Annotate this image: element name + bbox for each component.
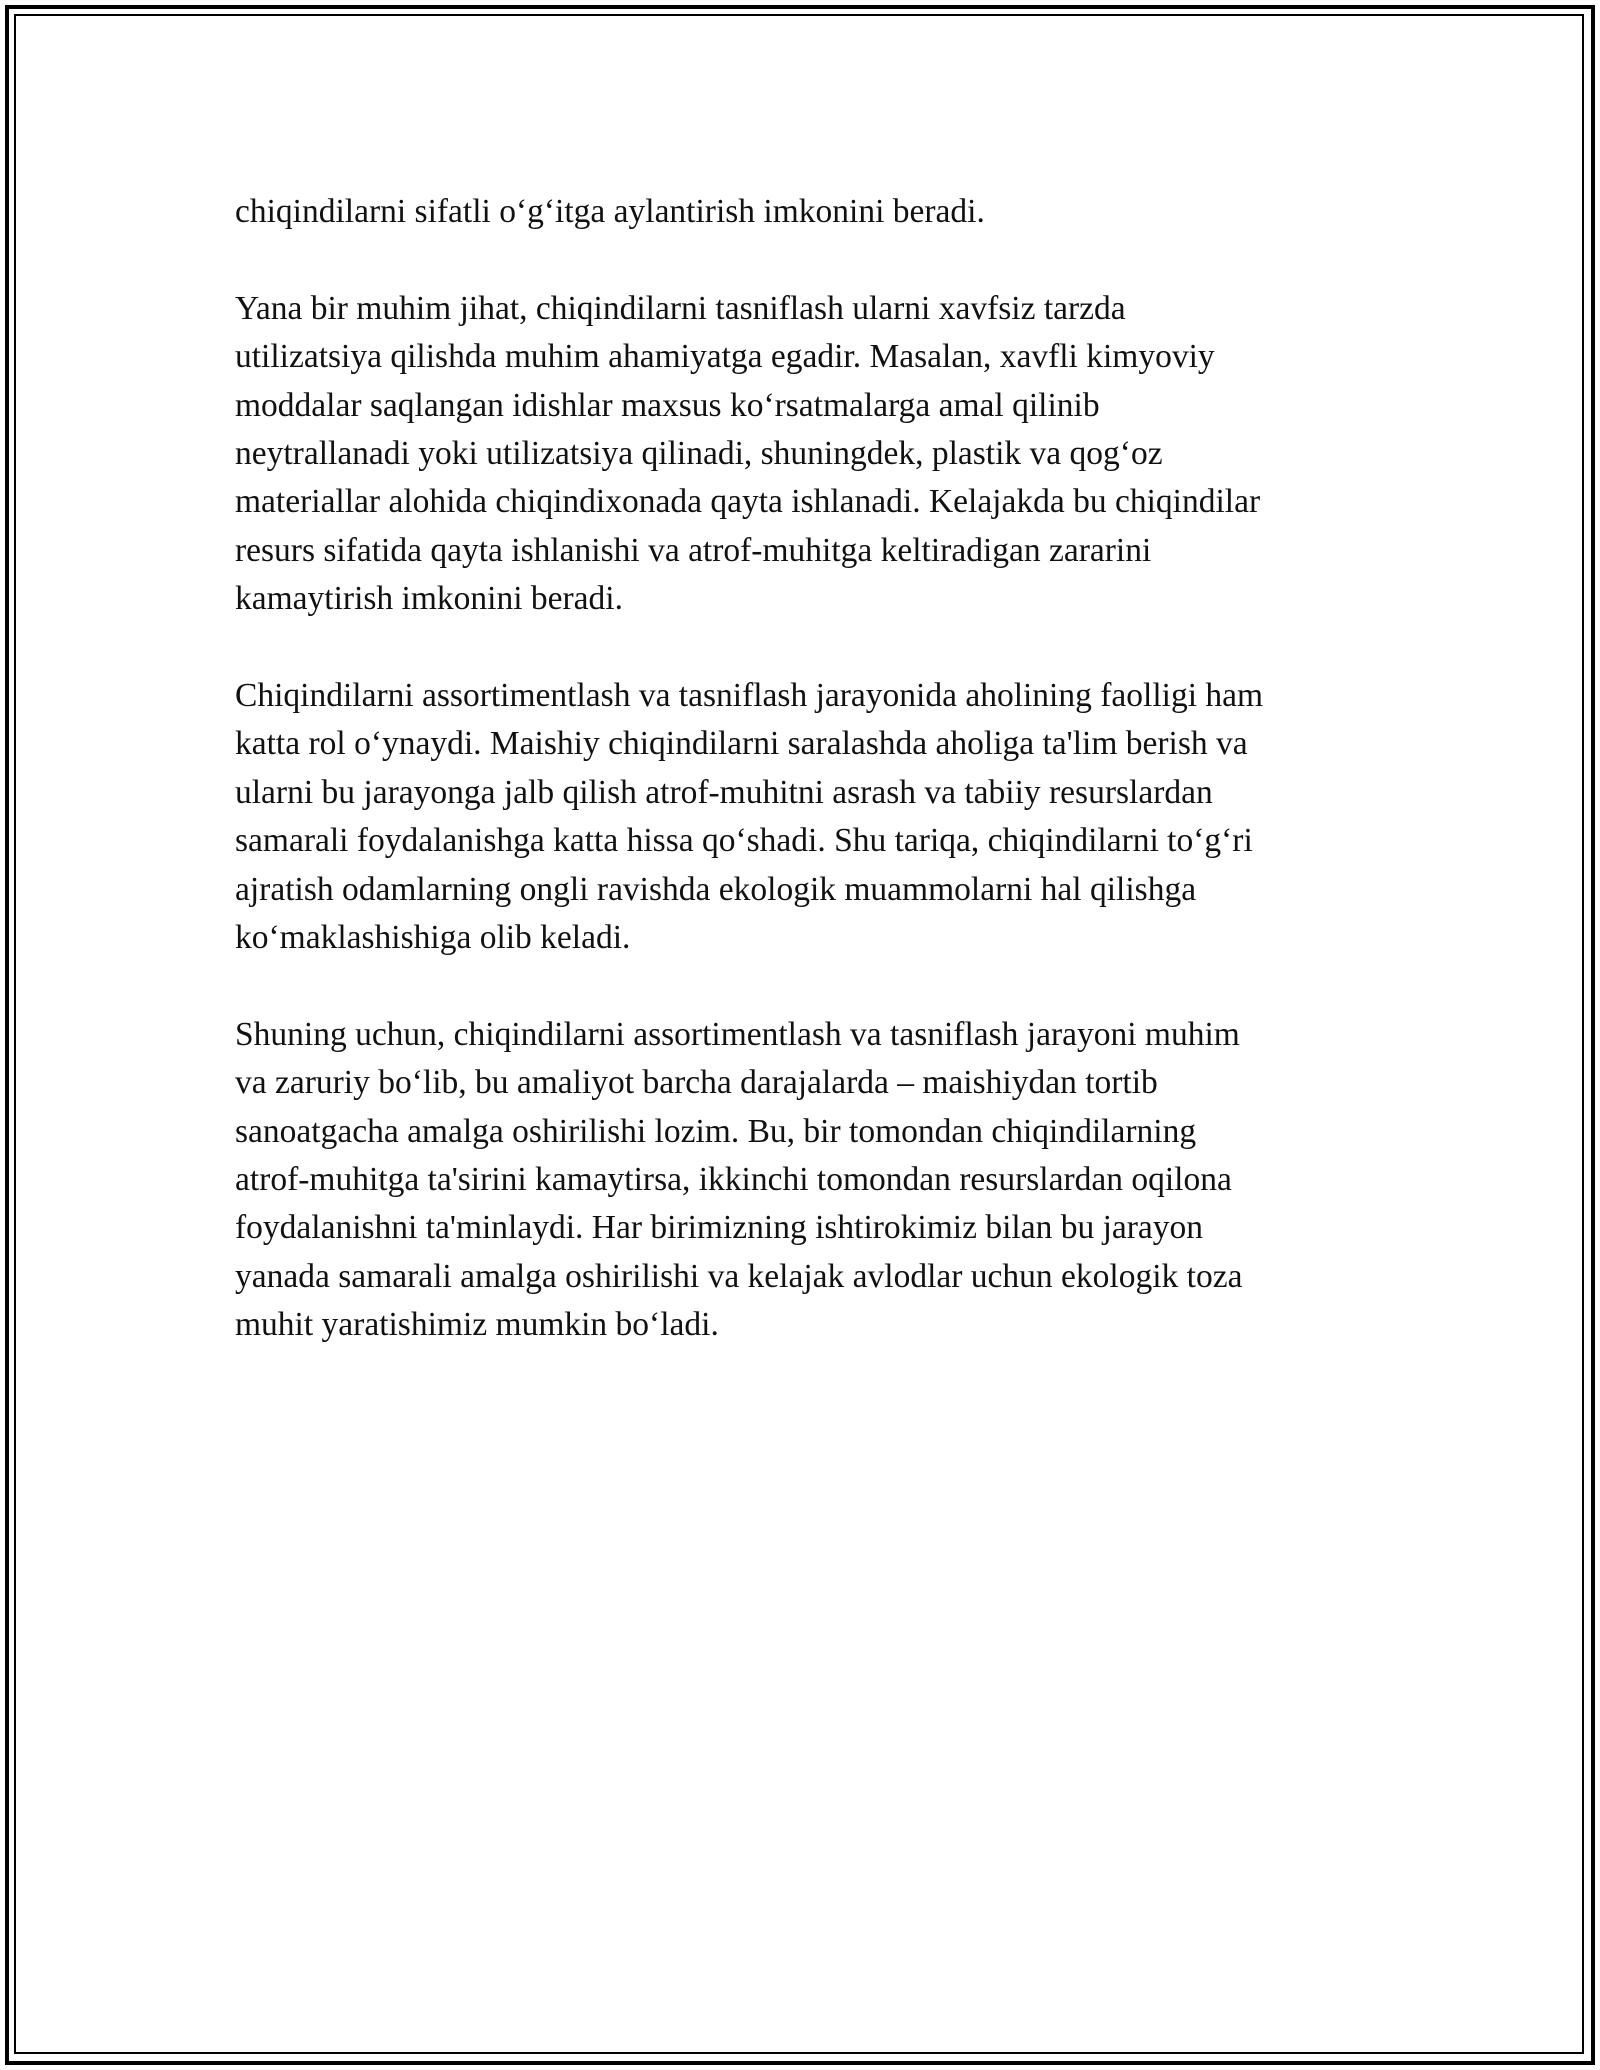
text-line: kamaytirish imkonini beradi. xyxy=(235,580,623,618)
text-line: sanoatgacha amalga oshirilishi lozim. Bu, bir tomondan chiqindilarning xyxy=(235,1112,1197,1150)
text-line: Yana bir muhim jihat, chiqindilarni tasniflash ularni xavfsiz tarzda xyxy=(235,289,1126,327)
document-body xyxy=(235,188,1365,1398)
text-line: utilizatsiya qilishda muhim ahamiyatga egadir. Masalan, xavfli kimyoviy xyxy=(235,338,1215,376)
text-line: moddalar saqlangan idishlar maxsus ko‘rsatmalarga amal qilinib xyxy=(235,386,1100,424)
text-line: resurs sifatida qayta ishlanishi va atrof-muhitga keltiradigan zararini xyxy=(235,531,1152,569)
text-line: muhit yaratishimiz mumkin bo‘ladi. xyxy=(235,1306,719,1344)
text-line: chiqindilarni sifatli o‘g‘itga aylantirish imkonini beradi. xyxy=(235,193,985,230)
paragraph xyxy=(235,188,1365,236)
text-line: atrof-muhitga ta'sirini kamaytirsa, ikkinchi tomondan resurslardan oqilona xyxy=(235,1161,1232,1199)
text-line: va zaruriy bo‘lib, bu amaliyot barcha darajalarda – maishiydan tortib xyxy=(235,1064,1158,1102)
text-line: ajratish odamlarning ongli ravishda ekologik muammolarni hal qilishga xyxy=(235,870,1197,908)
text-line: yanada samarali amalga oshirilishi va kelajak avlodlar uchun ekologik toza xyxy=(235,1257,1243,1295)
paragraph xyxy=(235,1011,1365,1350)
paragraph xyxy=(235,285,1365,624)
text-line: foydalanishni ta'minlaydi. Har birimizning ishtirokimiz bilan bu jarayon xyxy=(235,1209,1204,1247)
paragraph xyxy=(235,672,1365,962)
text-line: materiallar alohida chiqindixonada qayta ishlanadi. Kelajakda bu chiqindilar xyxy=(235,483,1261,521)
text-line: ularni bu jarayonga jalb qilish atrof-muhitni asrash va tabiiy resurslardan xyxy=(235,773,1213,811)
text-line: ko‘maklashishiga olib keladi. xyxy=(235,919,631,957)
text-line: Chiqindilarni assortimentlash va tasniflash jarayonida aholining faolligi ham xyxy=(235,677,1264,715)
text-line: katta rol o‘ynaydi. Maishiy chiqindilarni saralashda aholiga ta'lim berish va xyxy=(235,725,1248,763)
text-line: neytrallanadi yoki utilizatsiya qilinadi, shuningdek, plastik va qog‘oz xyxy=(235,435,1163,473)
text-line: samarali foydalanishga katta hissa qo‘shadi. Shu tariqa, chiqindilarni to‘g‘ri xyxy=(235,822,1253,860)
text-line: Shuning uchun, chiqindilarni assortimentlash va tasniflash jarayoni muhim xyxy=(235,1015,1240,1053)
